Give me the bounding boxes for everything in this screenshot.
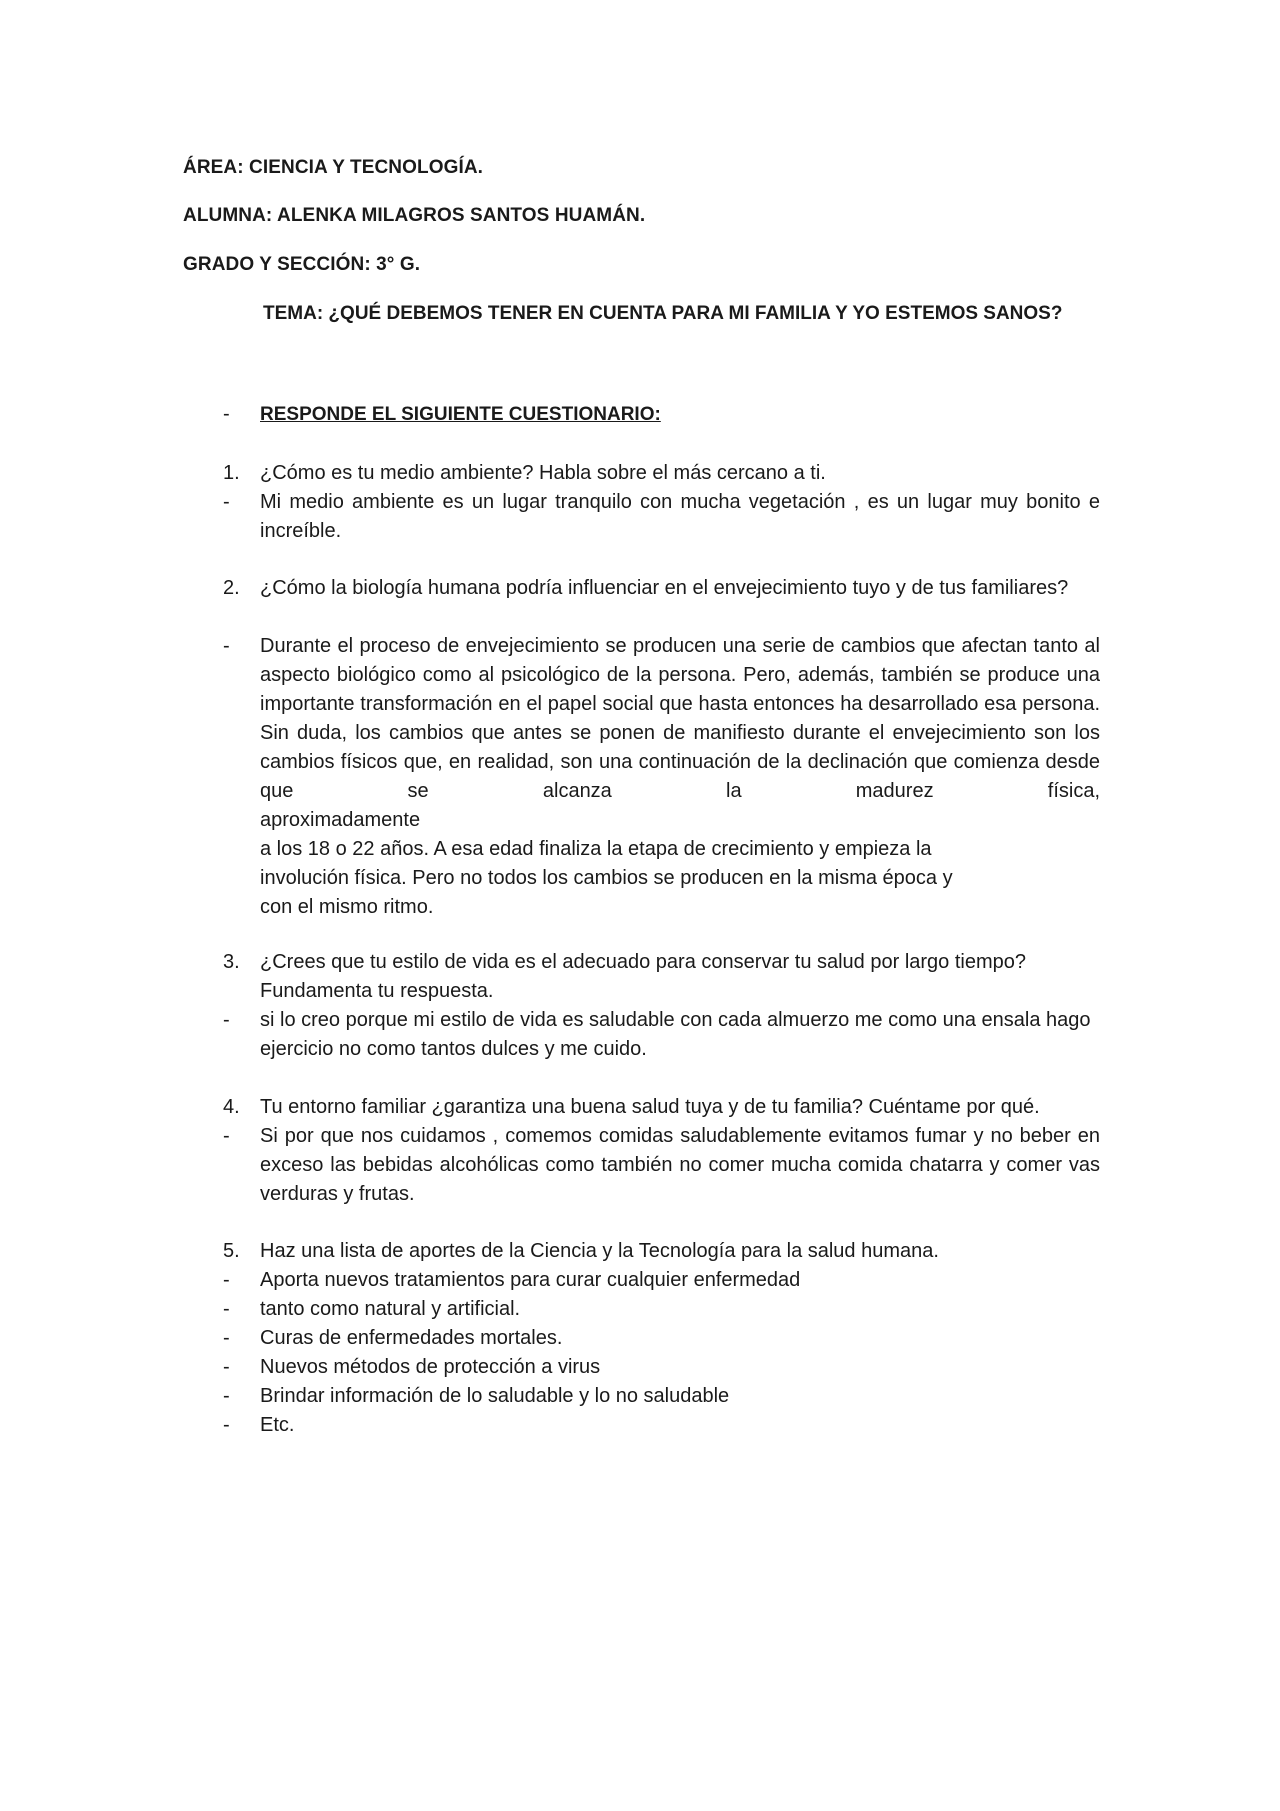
list-marker: -: [223, 1327, 230, 1349]
question-number: 5.: [223, 1240, 240, 1262]
answer-text: Mi medio ambiente es un lugar tranquilo con mucha vegetación , es un lugar muy bonito e increíble.: [260, 491, 1100, 542]
list-item-text: Nuevos métodos de protección a virus: [260, 1356, 601, 1378]
list-item-text: Brindar información de lo saludable y lo no saludable: [260, 1385, 730, 1407]
answer-marker: -: [223, 635, 230, 657]
list-marker: -: [223, 1269, 230, 1291]
grade-section: GRADO Y SECCIÓN: 3° G.: [183, 254, 421, 275]
answer-line: con el mismo ritmo.: [260, 896, 434, 918]
answer-marker: -: [223, 491, 230, 513]
list-item-text: Curas de enfermedades mortales.: [260, 1327, 563, 1349]
list-marker: -: [223, 1356, 230, 1378]
answer-text: Durante el proceso de envejecimiento se producen una serie de cambios que afectan tanto al aspecto biológico como al psicológico de la persona. Pero, además, también se produce una importante transformación en el papel social que hasta entonces ha desarrollado esa persona. Sin duda, los cambios que antes se ponen de manifiesto durante el envejecimiento son los cambios físicos que, en realidad, son una continuación de la declinación que comienza desde que se alcanza la madurez física,: [260, 635, 1100, 802]
answer-text: si lo creo porque mi estilo de vida es saludable con cada almuerzo me como una ensala hago ejercicio no como tantos dulces y me cuido.: [260, 1009, 1091, 1060]
list-marker: -: [223, 1414, 230, 1436]
answer-line: aproximadamente: [260, 809, 421, 831]
answer-line: a los 18 o 22 años. A esa edad finaliza la etapa de crecimiento y empieza la: [260, 838, 932, 860]
instruction-marker: -: [223, 403, 230, 425]
list-marker: -: [223, 1385, 230, 1407]
question-text: Tu entorno familiar ¿garantiza una buena salud tuya y de tu familia? Cuéntame por qué.: [260, 1096, 1040, 1118]
question-text: ¿Cómo la biología humana podría influenciar en el envejecimiento tuyo y de tus familiares?: [260, 577, 1069, 599]
question-number: 3.: [223, 951, 240, 973]
student-name: ALUMNA: ALENKA MILAGROS SANTOS HUAMÁN.: [183, 205, 646, 226]
answer-text: Si por que nos cuidamos , comemos comidas saludablemente evitamos fumar y no beber en exceso las bebidas alcohólicas como también no comer mucha comida chatarra y comer vas verduras y frutas.: [260, 1125, 1100, 1205]
question-number: 4.: [223, 1096, 240, 1118]
question-text: ¿Crees que tu estilo de vida es el adecuado para conservar tu salud por largo tiempo? Fundamenta tu respuesta.: [260, 951, 1027, 1002]
question-text: ¿Cómo es tu medio ambiente? Habla sobre el más cercano a ti.: [260, 462, 826, 484]
topic-title: TEMA: ¿QUÉ DEBEMOS TENER EN CUENTA PARA MI FAMILIA Y YO ESTEMOS SANOS?: [263, 303, 1063, 324]
area-heading: ÁREA: CIENCIA Y TECNOLOGÍA.: [183, 157, 484, 178]
question-number: 2.: [223, 577, 240, 599]
answer-marker: -: [223, 1125, 230, 1147]
question-text: Haz una lista de aportes de la Ciencia y la Tecnología para la salud humana.: [260, 1240, 939, 1262]
question-number: 1.: [223, 462, 240, 484]
answer-continuation: [260, 806, 1100, 922]
list-item-text: Aporta nuevos tratamientos para curar cualquier enfermedad: [260, 1269, 801, 1291]
list-marker: -: [223, 1298, 230, 1320]
list-item-text: tanto como natural y artificial.: [260, 1298, 521, 1320]
answer-line: involución física. Pero no todos los cambios se producen en la misma época y: [260, 867, 953, 889]
list-item-text: Etc.: [260, 1414, 295, 1436]
answer-marker: -: [223, 1009, 230, 1031]
instruction-text: RESPONDE EL SIGUIENTE CUESTIONARIO:: [260, 404, 661, 425]
